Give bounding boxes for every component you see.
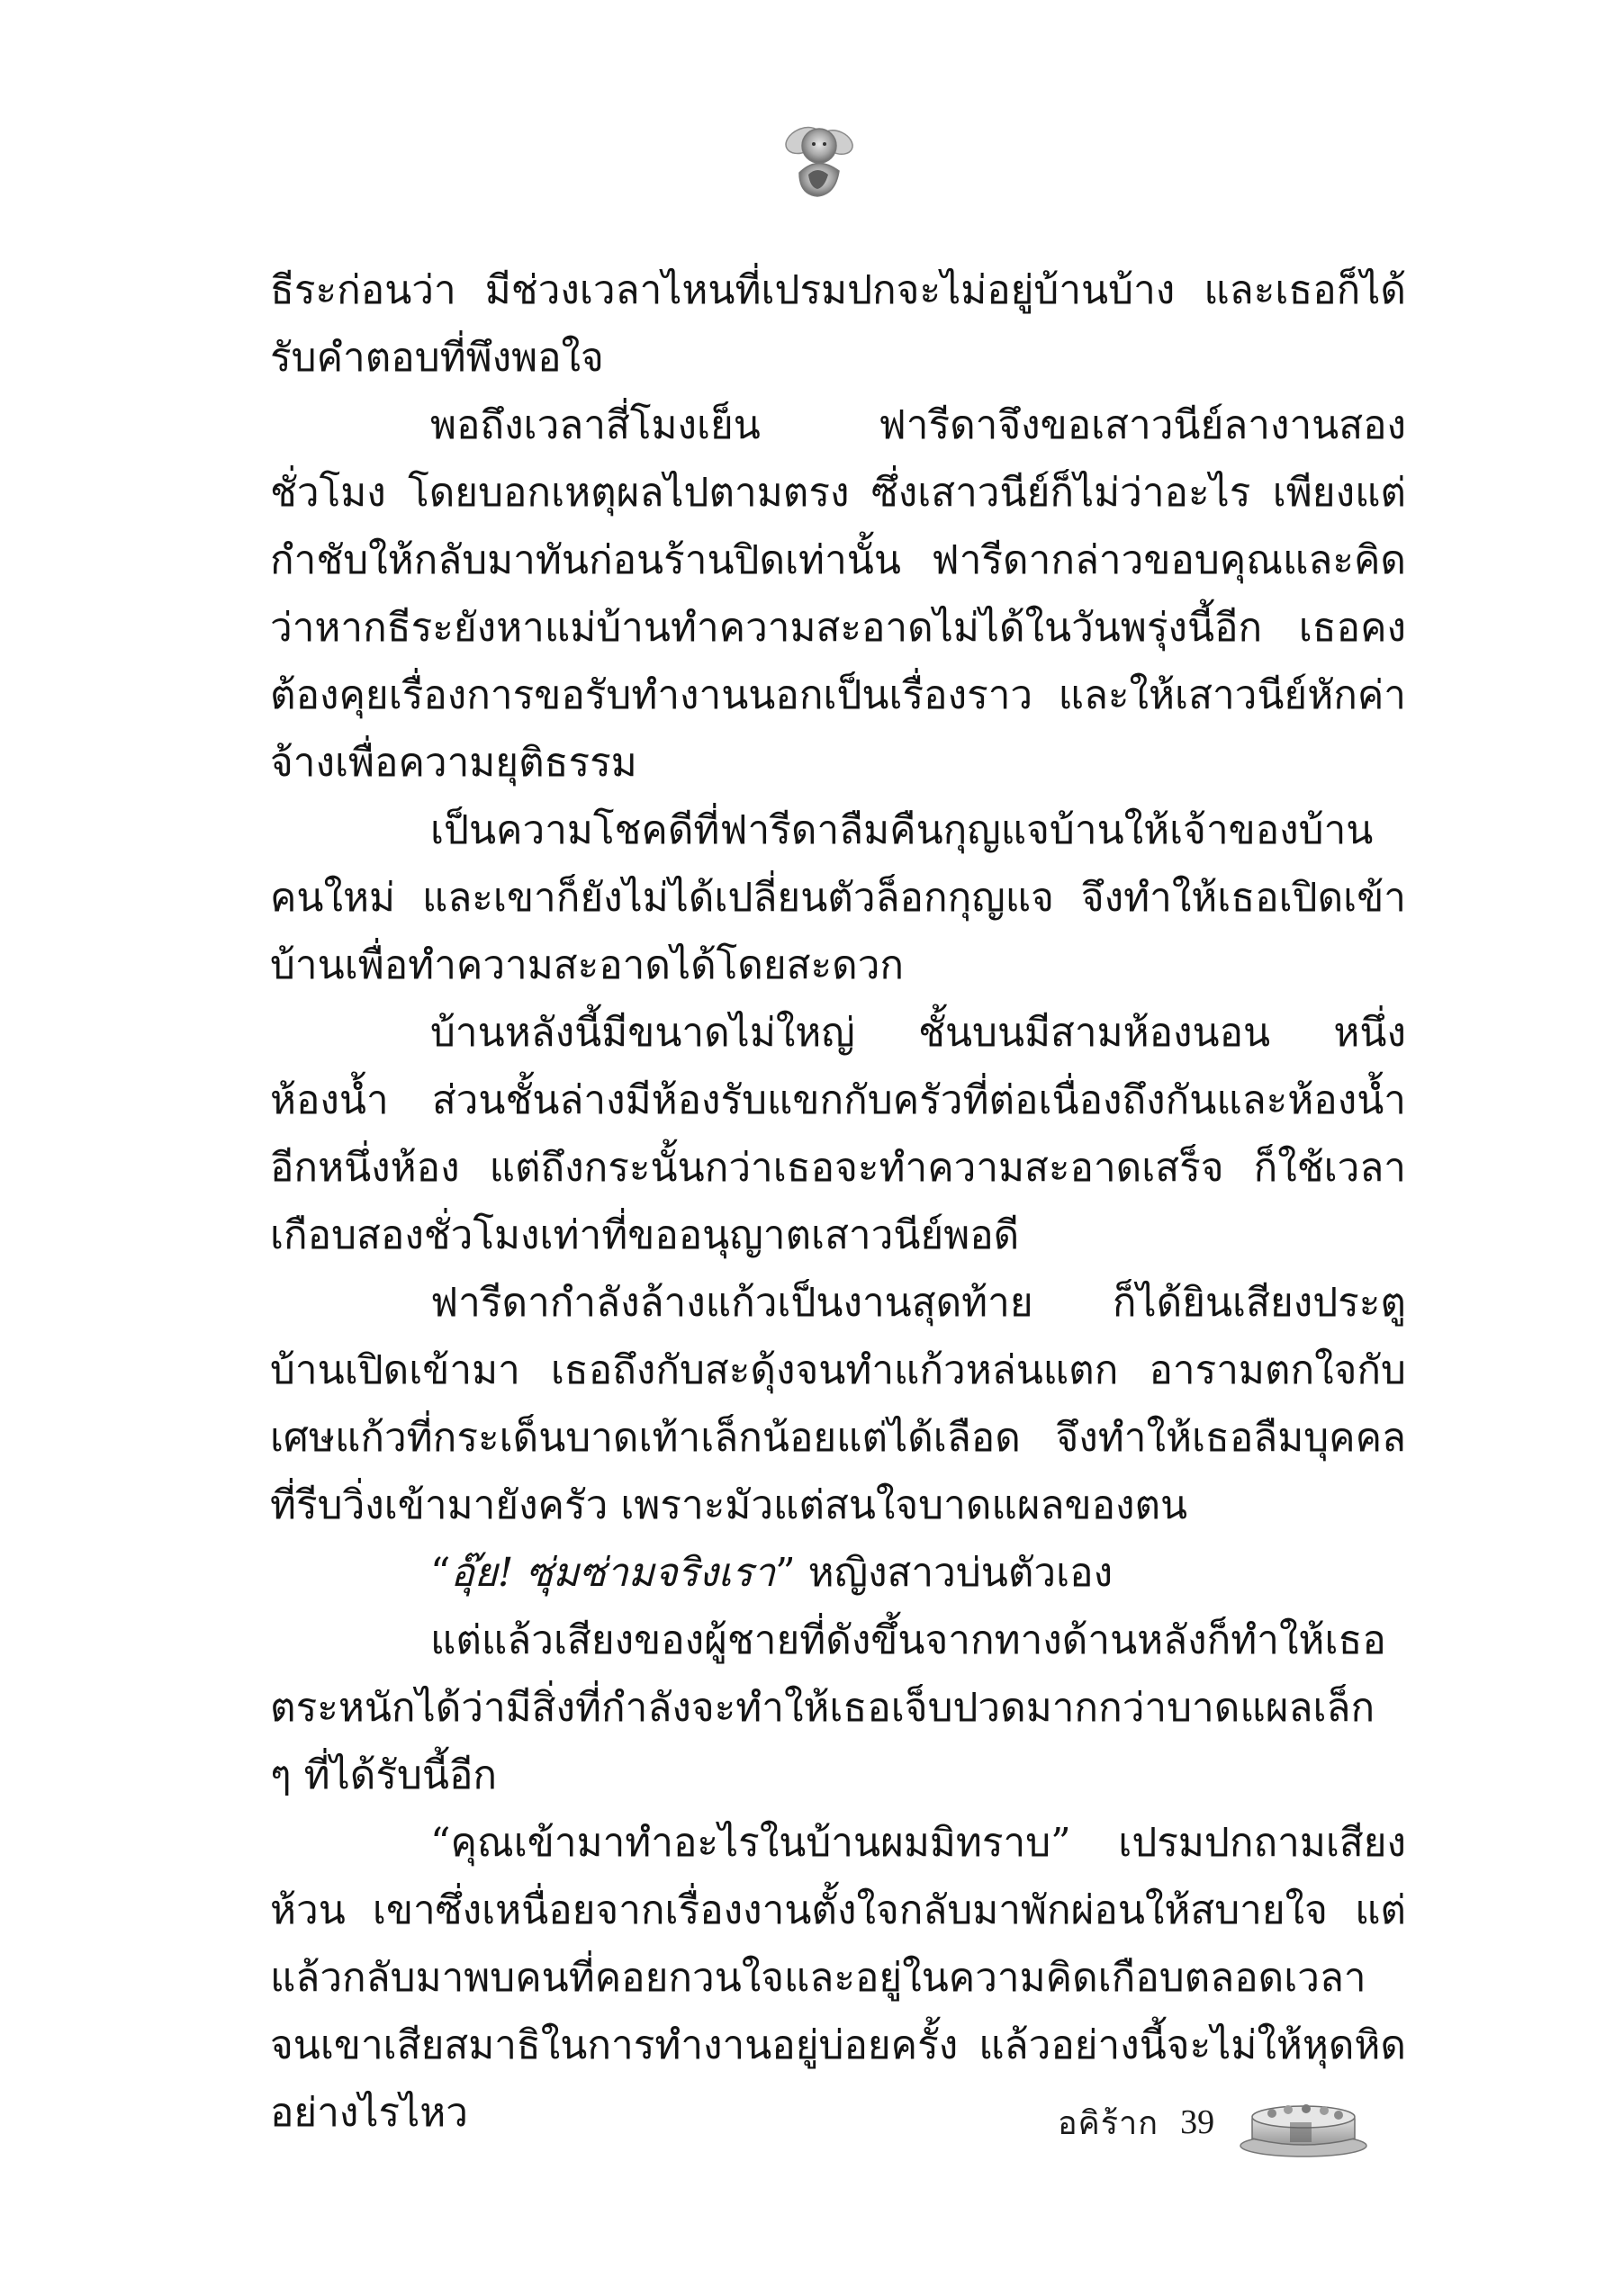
book-title: อคิร้าก [1058,2104,1159,2142]
paragraph-4: บ้านหลังนี้มีขนาดไม่ใหญ่ ชั้นบนมีสามห้องนอน หนึ่งห้องน้ำ ส่วนชั้นล่างมีห้องรับแขกกับครัวที่ต่อเนื่องถึงกันและห้องน้ำอีกหนึ่งห้อง แต่ถึงกระนั้นกว่าเธอจะทำความสะอาดเสร็จ ก็ใช้เวลาเกือบสองชั่วโมงเท่าที่ขออนุญาตเสาวนีย์พอดี [270,1010,1406,1258]
page-footer [1058,2086,1371,2158]
paragraph-1: ธีระก่อนว่า มีช่วงเวลาไหนที่เปรมปกจะไม่อยู่บ้านบ้าง และเธอก็ได้รับคำตอบที่พึงพอใจ [270,267,1406,381]
paragraph-8: “คุณเข้ามาทำอะไรในบ้านผมมิทราบ” เปรมปกถามเสียงห้วน เขาซึ่งเหนื่อยจากเรื่องงานตั้งใจกลับมาพักผ่อนให้สบายใจ แต่แล้วกลับมาพบคนที่คอยกวนใจและอยู่ในความคิดเกือบตลอดเวลา จนเขาเสียสมาธิในการทำงานอยู่บ่อยครั้ง แล้วอย่างนี้จะไม่ให้หุดหิดอย่างไรไหว [270,1820,1406,2136]
cake-icon [1236,2086,1371,2158]
page-number: 39 [1180,2103,1215,2141]
paragraph-6 [270,1539,1406,1607]
paragraph-2: พอถึงเวลาสี่โมงเย็น ฟารีดาจึงขอเสาวนีย์ลางานสองชั่วโมง โดยบอกเหตุผลไปตามตรง ซึ่งเสาวนีย์ก็ไม่ว่าอะไร เพียงแต่กำชับให้กลับมาทันก่อนร้านปิดเท่านั้น ฟารีดากล่าวขอบคุณและคิดว่าหากธีระยังหาแม่บ้านทำความสะอาดไม่ได้ในวันพรุ่งนี้อีก เธอคงต้องคุยเรื่องการขอรับทำงานนอกเป็นเรื่องราว และให้เสาวนีย์หักค่าจ้างเพื่อความยุติธรรม [270,402,1406,786]
cherub-ornament-icon [772,110,866,203]
open-quote: “ [430,1550,451,1596]
paragraph-6-tail: ” หญิงสาวบ่นตัวเอง [775,1550,1114,1596]
page-body [270,257,1406,2147]
paragraph-7: แต่แล้วเสียงของผู้ชายที่ดังขึ้นจากทางด้านหลังก็ทำให้เธอตระหนักได้ว่ามีสิ่งที่กำลังจะทำให้เธอเจ็บปวดมากกว่าบาดแผลเล็ก ๆ ที่ได้รับนี้อีก [270,1617,1386,1798]
paragraph-5: ฟารีดากำลังล้างแก้วเป็นงานสุดท้าย ก็ได้ยินเสียงประตูบ้านเปิดเข้ามา เธอถึงกับสะดุ้งจนทำแก้วหล่นแตก อารามตกใจกับเศษแก้วที่กระเด็นบาดเท้าเล็กน้อยแต่ได้เลือด จึงทำให้เธอลืมบุคคลที่รีบวิ่งเข้ามายังครัว เพราะมัวแต่สนใจบาดแผลของตน [270,1280,1406,1528]
emphasized-speech: อุ๊ย! ซุ่มซ่ามจริงเรา [450,1550,776,1596]
paragraph-3: เป็นความโชคดีที่ฟารีดาลืมคืนกุญแจบ้านให้เจ้าของบ้านคนใหม่ และเขาก็ยังไม่ได้เปลี่ยนตัวล็อกกุญแจ จึงทำให้เธอเปิดเข้าบ้านเพื่อทำความสะอาดได้โดยสะดวก [270,807,1406,988]
